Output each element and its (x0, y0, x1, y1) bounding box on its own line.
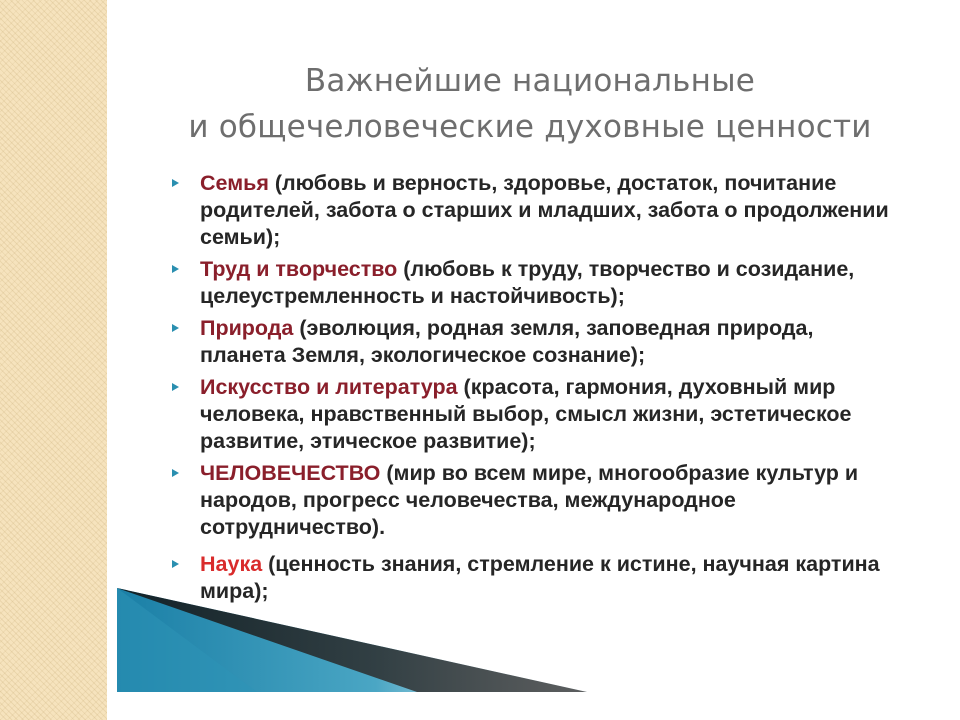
decorative-wedge (117, 588, 587, 692)
title-line-1: Важнейшие национальные (304, 63, 756, 99)
values-list (172, 170, 892, 610)
triangle-bullet-icon (172, 469, 179, 477)
item-term: Наука (200, 552, 263, 576)
list-item-family (172, 170, 892, 251)
title-line-2: и общечеловеческие духовные ценности (188, 109, 872, 145)
item-term: Труд и творчество (200, 257, 398, 281)
triangle-bullet-icon (172, 324, 179, 332)
triangle-bullet-icon (172, 179, 179, 187)
item-text: (ценность знания, стремление к истине, научная картина мира); (200, 552, 880, 603)
item-text: (красота, гармония, духовный мир человека, нравственный выбор, смысл жизни, эстетическое развитие, этическое развитие); (200, 375, 852, 453)
item-term: Семья (200, 171, 269, 195)
item-text: (мир во всем мире, многообразие культур и народов, прогресс человечества, международное сотрудничество). (200, 461, 859, 539)
triangle-bullet-icon (172, 265, 179, 273)
decorative-side-strip (0, 0, 107, 720)
item-text: (любовь и верность, здоровье, достаток, почитание родителей, забота о старших и младших, забота о продолжении семьи); (200, 171, 889, 249)
item-term: Искусство и литература (200, 375, 458, 399)
item-text: (эволюция, родная земля, заповедная природа, планета Земля, экологическое сознание); (200, 316, 814, 367)
triangle-bullet-icon (172, 383, 179, 391)
list-item-humanity (172, 460, 892, 541)
slide-title (150, 58, 910, 150)
item-term: Природа (200, 316, 294, 340)
item-term: ЧЕЛОВЕЧЕСТВО (200, 461, 381, 485)
list-item-art (172, 374, 892, 455)
item-text: (любовь к труду, творчество и созидание, целеустремленность и настойчивость); (200, 257, 855, 308)
list-item-labor (172, 256, 892, 310)
list-item-nature (172, 315, 892, 369)
triangle-bullet-icon (172, 560, 179, 568)
